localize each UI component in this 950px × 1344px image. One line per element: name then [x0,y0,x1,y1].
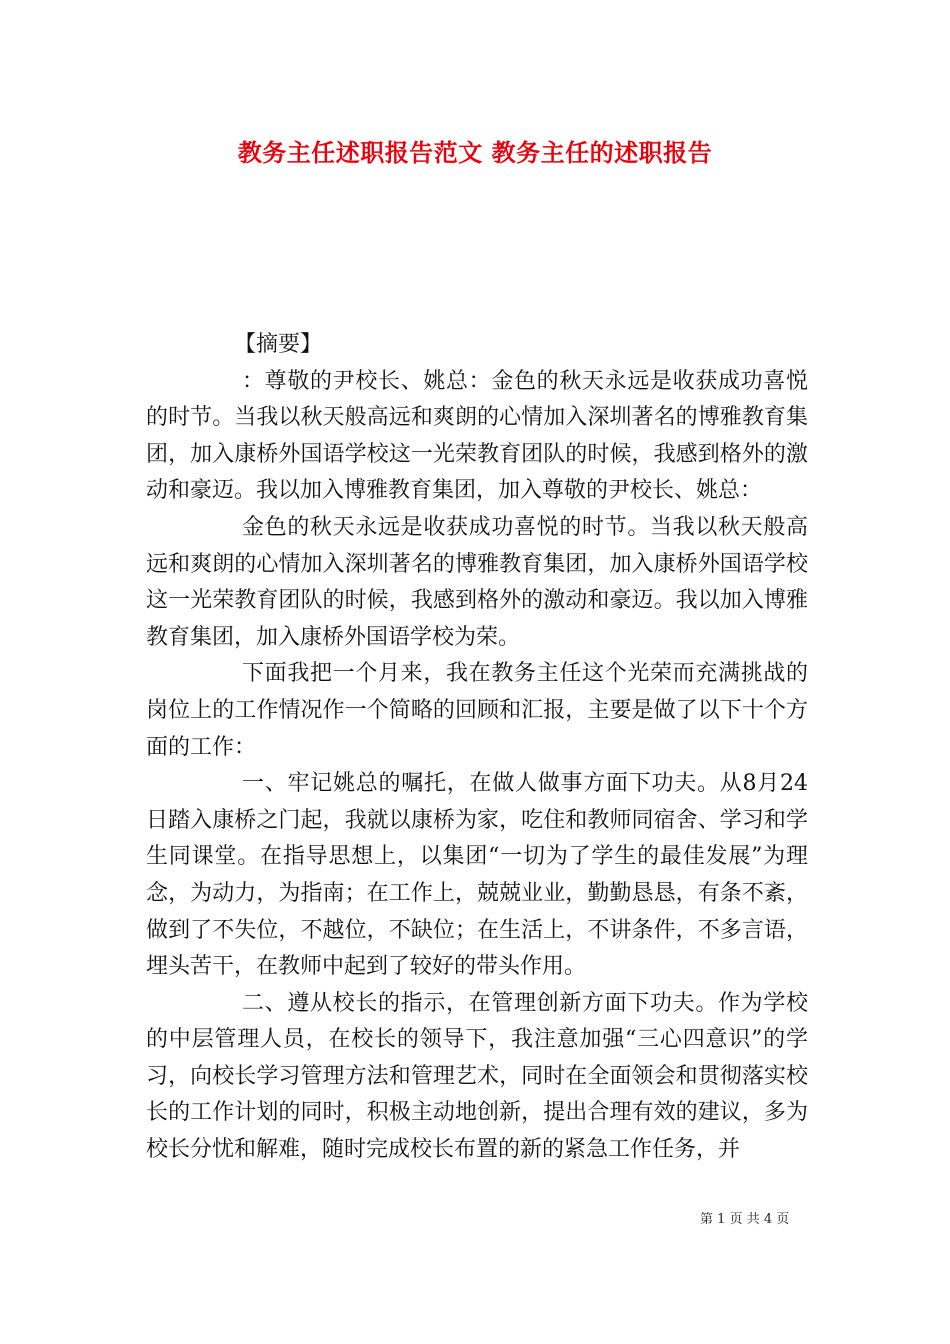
document-title: 教务主任述职报告范文 教务主任的述职报告 [237,138,713,167]
page-current: 1 [717,1212,726,1227]
paragraph-greeting: ：尊敬的尹校长、姚总：金色的秋天永远是收获成功喜悦的时节。当我以秋天般高远和爽朗的心情加入深圳著名的博雅教育集团，加入康桥外国语学校这一光荣教育团队的时候，我感到格外的激动和豪迈。我以加入博雅教育集团，加入尊敬的尹校长、姚总： [146,368,808,504]
abstract-label: 【摘要】 [234,332,323,357]
page-prefix: 第 [700,1212,714,1227]
paragraph-item-two: 二、遵从校长的指示，在管理创新方面下功夫。作为学校的中层管理人员，在校长的领导下，我注意加强“三心四意识”的学习，向校长学习管理方法和管理艺术，同时在全面领会和贯彻落实校长的工作计划的同时，积极主动地创新，提出合理有效的建议，多为校长分忧和解难，随时完成校长布置的新的紧急工作任务，并 [146,990,808,1163]
document-body [146,327,808,1169]
page-number-footer [700,1208,820,1227]
page-suffix: 页 [776,1212,790,1227]
paragraph-item-one: 一、牢记姚总的嘱托，在做人做事方面下功夫。从8月24日踏入康桥之门起，我就以康桥为家，吃住和教师同宿舍、学习和学生同课堂。在指导思想上，以集团“一切为了学生的最佳发展”为理念，为动力，为指南；在工作上，兢兢业业，勤勤恳恳，有条不紊，做到了不失位，不越位，不缺位；在生活上，不讲条件，不多言语，埋头苦干，在教师中起到了较好的带头作用。 [146,771,808,980]
page-total: 4 [763,1212,773,1227]
paragraph-intro: 金色的秋天永远是收获成功喜悦的时节。当我以秋天般高远和爽朗的心情加入深圳著名的博雅教育集团，加入康桥外国语学校这一光荣教育团队的时候，我感到格外的激动和豪迈。我以加入博雅教育集团，加入康桥外国语学校为荣。 [146,514,808,650]
page-middle: 页 共 [729,1212,760,1227]
paragraph-overview: 下面我把一个月来，我在教务主任这个光荣而充满挑战的岗位上的工作情况作一个简略的回顾和汇报，主要是做了以下十个方面的工作： [146,661,808,760]
